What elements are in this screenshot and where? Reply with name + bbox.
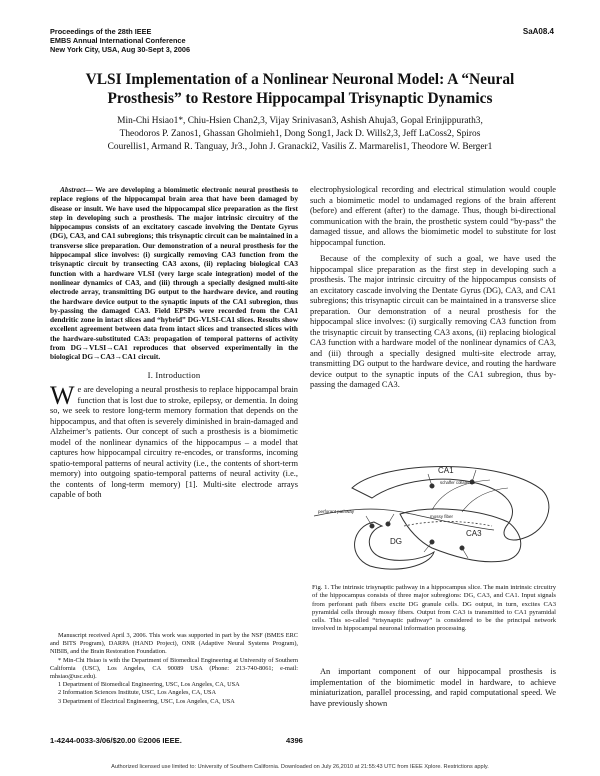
dendrite-2 xyxy=(388,514,394,524)
license-notice: Authorized licensed use limited to: University of Southern California. Downloaded on July 26,2010 at 21:55:43 UTC from IEEE Xplore. Restrictions apply. xyxy=(111,764,489,770)
right-paragraph-1: electrophysiological recording and electrical stimulation would couple such a biomimetic model to undamaged regions of the brain afferent (before) and efferent (after) to the damage. Thus, though bi-directional communication with the brain, the prosthetic system could “by-pass” the damaged tissue, and allows the biomimetic model to substitute for lost hippocampal function. xyxy=(310,185,556,247)
isbn-line: 1-4244-0033-3/06/$20.00 ©2006 IEEE. xyxy=(50,736,182,745)
proceedings-line-3: New York City, USA, Aug 30-Sept 3, 2006 xyxy=(50,45,191,54)
right-column xyxy=(310,185,556,391)
authors-line-3: Courellis1, Armand R. Tanguay, Jr3., John J. Granacki2, Vasilis Z. Marmarelis1, Theodore W. Berger1 xyxy=(107,142,493,152)
authors-line-2: Theodoros P. Zanos1, Ghassan Gholmieh1, Dong Song1, Jack D. Wills2,3, Jeff LaCoss2, Spiros xyxy=(119,129,481,139)
label-ca1: CA1 xyxy=(438,466,454,475)
abstract xyxy=(50,185,298,362)
right-paragraph-3: An important component of our hippocampal prosthesis is implementation of the biomimetic model in hardware, to achieve miniaturization, parallel processing, and rapid computational speed. We have previously shown xyxy=(310,667,556,708)
label-ca3: CA3 xyxy=(466,529,482,538)
footnote-affiliation-2: 2 Information Sciences Institute, USC, Los Angeles, CA, USA xyxy=(58,689,217,697)
footnote-affiliation-3: 3 Department of Electrical Engineering, USC, Los Angeles, CA, USA xyxy=(58,697,235,705)
figure-caption: Fig. 1. The intrinsic trisynaptic pathway in a hippocampus slice. The main intrinsic circuitry of the hippocampus consists of three major subregions: DG, CA3, and CA1. Input signals from perforant path fibers excite DG granule cells. DG output, in turn, excites CA3 pyramidal cells through mossy fibers. Output from CA3 is transmitted to CA1 pyramidal cells. This so-called “trisynaptic pathway” is considered to be the principal network involved in hippocampal neuronal information processing. xyxy=(312,584,556,633)
paper-title xyxy=(40,70,560,108)
label-mossy-fiber: mossy fiber xyxy=(430,514,454,519)
right-paragraph-2: Because of the complexity of such a goal, we have used the hippocampal slice preparation as the first step in developing such a prosthesis. The major intrinsic circuitry of the hippocampus consists of an excitatory cascade involving the Dentate Gyrus (DG), CA3, and CA1 subregions; this trisynaptic circuit can be maintained in a transverse slice preparation. Our demonstration of a neural prosthesis for the hippocampal slice involves: (i) surgically removing CA3 function from the trisynaptic circuit by transecting CA3 axons, (ii) replacing biological CA3 function with a hardware model of the nonlinear dynamics of CA3, and (iii) through a specially designed multi-site electrode array, transmitting DG output to the hardware device, and routing the hardware device output to the synaptic inputs of the CA1 subregion, thus by-passing the damaged CA3. xyxy=(310,254,556,389)
proceedings-line-1: Proceedings of the 28th IEEE xyxy=(50,27,152,36)
ca3-outline xyxy=(400,509,521,562)
dendrite-4 xyxy=(462,548,468,558)
hippocampus-diagram xyxy=(312,460,556,576)
abstract-text: — We are developing a biomimetic electronic neural prosthesis to replace regions of the hippocampal brain area that have been damaged by disease or insult. We have used the hippocampal slice preparation as the first step in developing such a prosthesis. The major intrinsic circuitry of the hippocampus consists of an excitatory cascade involving the Dentate Gyrus (DG), CA3, and CA1 subregions; this trisynaptic circuit can be maintained in a transverse slice preparation. Our demonstration of a neural prosthesis for the hippocampal slice involves: (i) surgically removing CA3 function from the trisynaptic circuit by transecting CA3 axons, (ii) replacing biological CA3 function with a hardware VLSI (very large scale integration) model of the nonlinear dynamics of CA3, and (iii) through a specially designed multi-site electrode array, transmitting DG output to the hardware device, and routing the hardware device output to the synaptic inputs of the CA1 subregion, thus by-passing the damaged CA3. Field EPSPs were recorded from the CA1 dendritic zone in intact slices and “hybrid” DG-VLSI-CA1 slices. Results show excellent agreement between data from intact slices and transected slices with the hardware-substituted CA3: propagation of temporal patterns of activity from DG→VLSI→CA1 reproduces that observed experimentally in the biological DG→CA3→CA1 circuit. xyxy=(50,185,298,362)
label-schaffer-collaterals: schaffer collaterals xyxy=(440,480,475,485)
footnote-corresponding-author: * Min-Chi Hsiao is with the Department of Biomedical Engineering at University of Southern California (USC), Los Angeles, CA 90089 USA (Phone: 213-740-8061; e-mail: mhsiao@usc.edu). xyxy=(50,656,298,681)
label-perforant-pathway: perforant pathway xyxy=(318,509,355,514)
abstract-label: Abstract xyxy=(60,185,86,194)
page-number: 4396 xyxy=(286,736,303,745)
drop-cap: W xyxy=(50,381,75,411)
hippocampus-figure xyxy=(312,460,556,576)
introduction-text: e are developing a neural prosthesis to replace hippocampal brain function that is lost due to stroke, epilepsy, or dementia. In doing so, we seek to restore long-term memory formation that depends on the hippocampus, and that often is severely diminished in brain-damaged and Alzheimer’s patients. Our concept of such a prosthesis is a biomimetic model of the nonlinear dynamics of the hippocampus – a model that captures how hippocampal circuitry re-encodes, or transforms, incoming spatio-temporal patterns of neural activity (i.e., the contents of short-term memory) into outgoing spatio-temporal patterns of neural activity (i.e., the contents of long-term memory) [1]. Multi-site electrode arrays capable of both xyxy=(50,385,298,500)
proceedings-header xyxy=(50,27,190,54)
section-heading-introduction: I. Introduction xyxy=(147,369,201,380)
title-line-1: VLSI Implementation of a Nonlinear Neuronal Model: A “Neural xyxy=(85,71,515,88)
footnote-received: Manuscript received April 3, 2006. This work was supported in part by the NSF (BMES ERC and BITS Program), DARPA (HAND Project), ONR (Adaptive Neural Systems Program), NIBIB, and the Brain Restoration Foundation. xyxy=(50,632,298,656)
title-line-2: Prosthesis” to Restore Hippocampal Trisynaptic Dynamics xyxy=(107,90,493,107)
footnotes xyxy=(50,632,298,706)
label-dg: DG xyxy=(390,537,402,546)
author-list xyxy=(52,115,548,154)
introduction-paragraph xyxy=(50,381,298,501)
left-column xyxy=(50,185,298,501)
authors-line-1: Min-Chi Hsiao1*, Chiu-Hsien Chan2,3, Vijay Srinivasan3, Ashish Ahuja3, Gopal Erinjippurath3, xyxy=(117,116,483,126)
proceedings-line-2: EMBS Annual International Conference xyxy=(50,36,186,45)
schaffer-collaterals-2 xyxy=(462,488,508,512)
ca1-outline xyxy=(352,467,549,541)
footnote-affiliation-1: 1 Department of Biomedical Engineering, USC, Los Angeles, CA, USA xyxy=(58,681,240,689)
paper-id: SaA08.4 xyxy=(522,27,554,36)
